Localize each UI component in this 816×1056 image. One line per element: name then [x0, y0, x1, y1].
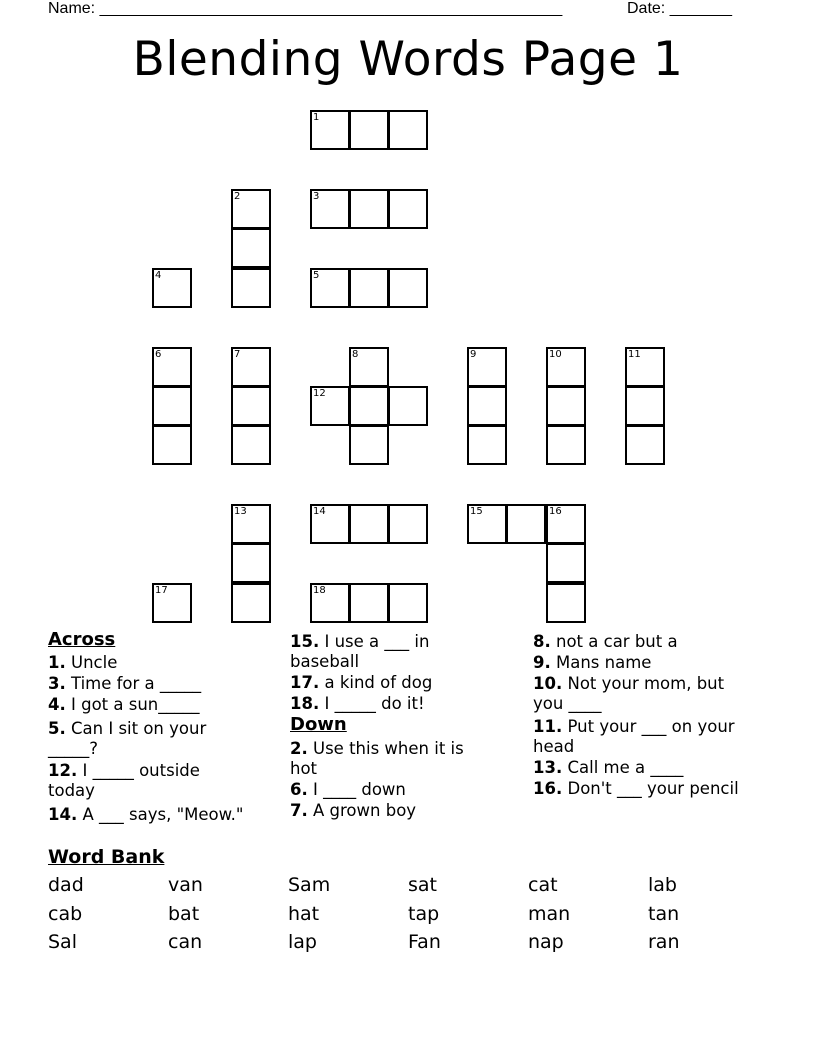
clue-text: a kind of dog: [324, 673, 433, 692]
grid-cell[interactable]: [349, 110, 389, 150]
grid-number: 4: [155, 270, 162, 281]
clue-text: A ___ says, "Meow.": [82, 805, 244, 824]
grid-cell[interactable]: [625, 425, 665, 465]
grid-cell[interactable]: [388, 583, 428, 623]
grid-cell[interactable]: [546, 425, 586, 465]
clue-number: 15.: [290, 632, 320, 651]
clue-number: 5.: [48, 719, 66, 738]
word-bank-item: can: [168, 931, 203, 953]
grid-number: 12: [313, 388, 326, 399]
grid-number: 6: [155, 349, 162, 360]
clue-number: 12.: [48, 761, 78, 780]
grid-number: 14: [313, 506, 326, 517]
date-label: Date:: [627, 0, 666, 17]
grid-cell[interactable]: [231, 268, 271, 308]
word-bank-item: lap: [288, 931, 317, 953]
word-bank-item: hat: [288, 903, 320, 925]
clue-number: 3.: [48, 674, 66, 693]
grid-number: 2: [234, 191, 241, 202]
name-label: Name:: [48, 0, 96, 17]
word-bank-item: dad: [48, 874, 84, 896]
clue-down-13: [533, 758, 773, 778]
clue-text: Can I sit on your _____?: [48, 719, 207, 758]
grid-cell[interactable]: [152, 347, 192, 387]
word-bank-item: bat: [168, 903, 200, 925]
clue-number: 16.: [533, 779, 563, 798]
name-blank: ____________________________________________________: [99, 0, 563, 17]
grid-cell[interactable]: [546, 583, 586, 623]
grid-cell[interactable]: [388, 110, 428, 150]
grid-cell[interactable]: [231, 543, 271, 583]
clue-text: Don't ___ your pencil: [567, 779, 739, 798]
clue-text: Time for a _____: [71, 674, 202, 693]
grid-cell[interactable]: [546, 386, 586, 426]
grid-cell[interactable]: [231, 189, 271, 229]
clue-number: 2.: [290, 739, 308, 758]
clue-text: I _____ do it!: [324, 694, 425, 713]
word-bank-item: Fan: [408, 931, 441, 953]
clue-down-10: [533, 674, 748, 714]
word-bank-heading: Word Bank: [48, 846, 165, 868]
clue-across-1: [48, 653, 278, 673]
grid-number: 13: [234, 506, 247, 517]
grid-cell[interactable]: [546, 543, 586, 583]
clue-down-9: [533, 653, 773, 673]
clue-across-15: [290, 632, 465, 672]
grid-cell[interactable]: [231, 425, 271, 465]
date-blank: _______: [669, 0, 732, 17]
word-bank-item: ran: [648, 931, 680, 953]
grid-number: 10: [549, 349, 562, 360]
clue-across-14: [48, 805, 278, 825]
grid-cell[interactable]: [388, 268, 428, 308]
clue-across-4: [48, 695, 278, 715]
grid-cell[interactable]: [152, 425, 192, 465]
grid-cell[interactable]: [231, 386, 271, 426]
grid-number: 5: [313, 270, 320, 281]
grid-cell[interactable]: [467, 386, 507, 426]
clue-text: Call me a ____: [567, 758, 684, 777]
clue-text: I use a ___ in baseball: [290, 632, 430, 671]
grid-cell[interactable]: [467, 425, 507, 465]
word-bank-item: cab: [48, 903, 83, 925]
page-title: Blending Words Page 1: [132, 32, 684, 87]
clue-number: 13.: [533, 758, 563, 777]
grid-cell[interactable]: [467, 504, 507, 544]
word-bank-item: sat: [408, 874, 437, 896]
grid-cell[interactable]: [310, 189, 350, 229]
grid-number: 1: [313, 112, 320, 123]
grid-number: 15: [470, 506, 483, 517]
clue-number: 10.: [533, 674, 563, 693]
grid-cell[interactable]: [231, 228, 271, 268]
word-bank-item: man: [528, 903, 571, 925]
clues-column-1: [48, 629, 278, 825]
clue-down-6: [290, 780, 495, 800]
word-bank-item: nap: [528, 931, 564, 953]
clue-number: 7.: [290, 801, 308, 820]
clues-column-2: [290, 631, 495, 821]
clue-text: Not your mom, but you ____: [533, 674, 725, 713]
clue-across-5: [48, 719, 233, 759]
grid-number: 8: [352, 349, 359, 360]
grid-cell[interactable]: [152, 386, 192, 426]
clue-number: 14.: [48, 805, 78, 824]
clue-text: not a car but a: [556, 632, 678, 651]
grid-number: 7: [234, 349, 241, 360]
clue-text: A grown boy: [313, 801, 417, 820]
grid-cell[interactable]: [506, 504, 546, 544]
grid-cell[interactable]: [310, 504, 350, 544]
clue-down-7: [290, 801, 495, 821]
grid-cell[interactable]: [231, 504, 271, 544]
grid-number: 18: [313, 585, 326, 596]
grid-cell[interactable]: [349, 347, 389, 387]
grid-number: 17: [155, 585, 168, 596]
clue-text: I ____ down: [313, 780, 406, 799]
clue-across-18: [290, 694, 495, 714]
grid-cell[interactable]: [231, 583, 271, 623]
clue-across-17: [290, 673, 495, 693]
clue-number: 18.: [290, 694, 320, 713]
clue-across-12: [48, 761, 233, 801]
grid-cell[interactable]: [310, 386, 350, 426]
grid-cell[interactable]: [546, 347, 586, 387]
grid-number: 3: [313, 191, 320, 202]
down-heading: Down: [290, 714, 347, 735]
clue-text: I got a sun_____: [71, 695, 200, 714]
grid-cell[interactable]: [310, 268, 350, 308]
grid-cell[interactable]: [349, 425, 389, 465]
clue-text: Use this when it is hot: [290, 739, 464, 778]
word-bank-item: tap: [408, 903, 440, 925]
clue-text: Uncle: [71, 653, 118, 672]
clue-number: 6.: [290, 780, 308, 799]
grid-cell[interactable]: [231, 347, 271, 387]
clue-number: 17.: [290, 673, 320, 692]
word-bank-item: Sal: [48, 931, 77, 953]
clue-across-3: [48, 674, 278, 694]
word-bank-item: van: [168, 874, 203, 896]
clue-down-8: [533, 632, 773, 652]
grid-cell[interactable]: [388, 189, 428, 229]
grid-cell[interactable]: [625, 386, 665, 426]
word-bank-item: cat: [528, 874, 558, 896]
grid-cell[interactable]: [349, 268, 389, 308]
grid-cell[interactable]: [546, 504, 586, 544]
clue-number: 1.: [48, 653, 66, 672]
clue-down-16: [533, 779, 773, 799]
word-bank-item: lab: [648, 874, 677, 896]
grid-cell[interactable]: [349, 583, 389, 623]
across-heading: Across: [48, 629, 116, 650]
grid-cell[interactable]: [152, 583, 192, 623]
grid-cell[interactable]: [310, 583, 350, 623]
word-bank-item: Sam: [288, 874, 331, 896]
grid-number: 16: [549, 506, 562, 517]
clue-text: Mans name: [556, 653, 652, 672]
clue-number: 11.: [533, 717, 563, 736]
grid-cell[interactable]: [388, 504, 428, 544]
grid-number: 11: [628, 349, 641, 360]
grid-number: 9: [470, 349, 477, 360]
word-bank-item: tan: [648, 903, 680, 925]
grid-cell[interactable]: [388, 386, 428, 426]
grid-cell[interactable]: [625, 347, 665, 387]
clue-number: 4.: [48, 695, 66, 714]
clue-text: I _____ outside today: [48, 761, 200, 800]
grid-cell[interactable]: [310, 110, 350, 150]
clue-number: 8.: [533, 632, 551, 651]
grid-cell[interactable]: [349, 504, 389, 544]
grid-cell[interactable]: [349, 189, 389, 229]
grid-cell[interactable]: [467, 347, 507, 387]
clue-down-2: [290, 739, 495, 779]
clue-text: Put your ___ on your head: [533, 717, 735, 756]
grid-cell[interactable]: [152, 268, 192, 308]
clue-number: 9.: [533, 653, 551, 672]
grid-cell[interactable]: [349, 386, 389, 426]
clue-down-11: [533, 717, 768, 757]
clues-column-3: [533, 631, 773, 799]
